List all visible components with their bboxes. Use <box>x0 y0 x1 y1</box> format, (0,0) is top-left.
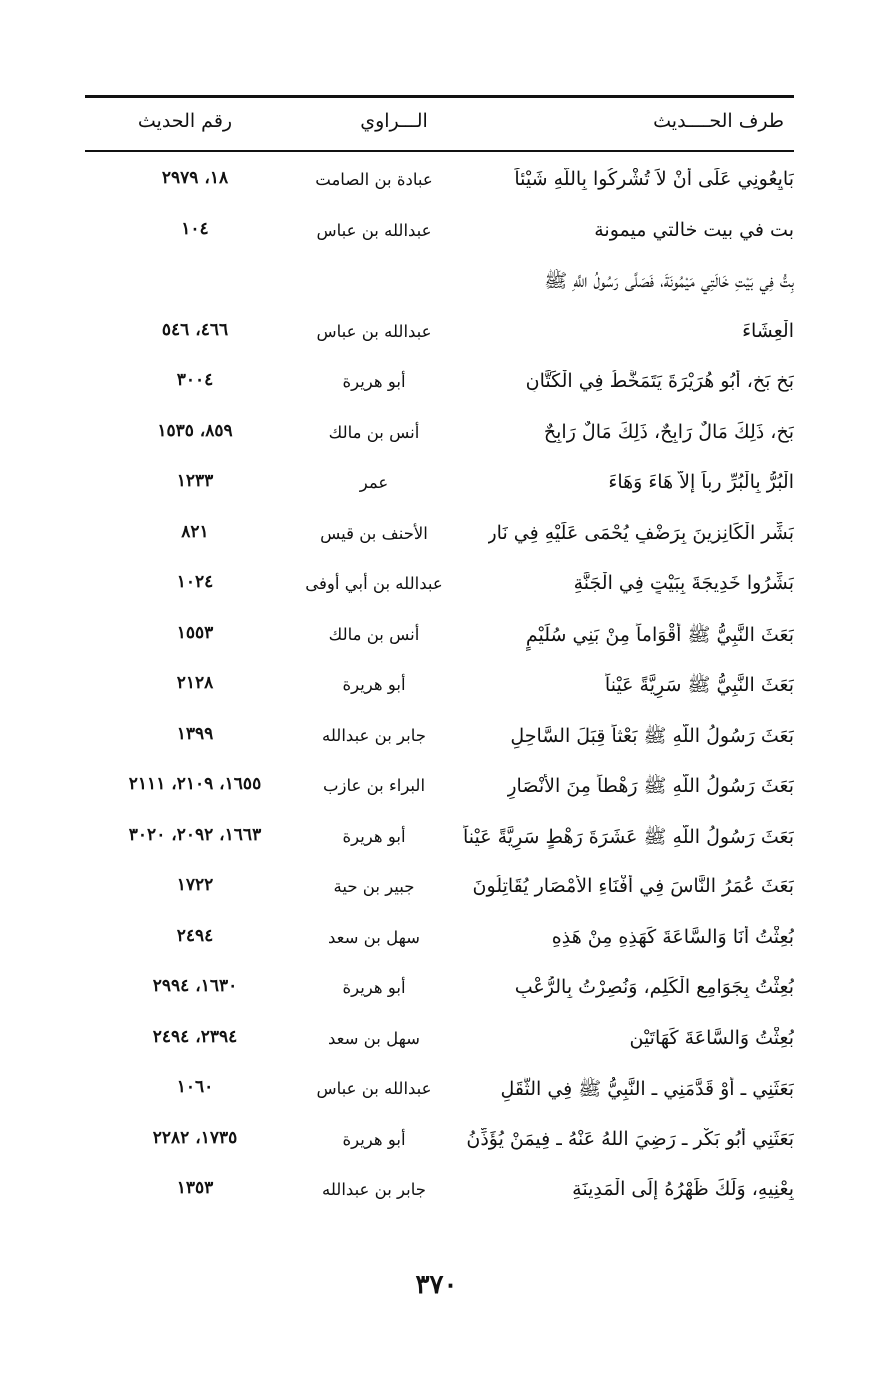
hadith-number: ١٥٥٣ <box>176 622 214 643</box>
table-row <box>85 1019 794 1070</box>
narrator: أبو هريرة <box>342 372 406 391</box>
table-row <box>85 665 794 716</box>
hadith-number: ٨٢١ <box>181 521 209 542</box>
table-row <box>85 463 794 514</box>
narrator: عبدالله بن عباس <box>316 220 432 240</box>
hadith-number: ٣٠٠٤ <box>176 370 214 390</box>
hadith-text: بَخٍ، ذَلِكَ مَالٌ رَابِحٌ، ذَلِكَ مَالٌ رَابِحٌ <box>543 420 794 443</box>
hadith-text: بَايِعُونِي عَلَى أَنْ لاَ تُشْرِكُوا بِاللَّهِ شَيْئاً <box>514 168 794 190</box>
table-row <box>85 918 794 969</box>
narrator: عبادة بن الصامت <box>315 170 433 189</box>
narrator: جبير بن حية <box>333 877 415 896</box>
hadith-number: ١٧٢٢ <box>176 875 214 895</box>
narrator: سهل بن سعد <box>327 927 420 947</box>
hadith-text: بُعِثْتُ بِجَوَامِعِ الْكَلِمِ، وَنُصِرْتُ بِالرُّعْبِ <box>514 976 794 998</box>
hadith-text: بُعِثْتُ أَنَا وَالسَّاعَةَ كَهَذِهِ مِنْ هَذِهِ <box>551 925 794 948</box>
narrator: الأحنف بن قيس <box>320 523 428 543</box>
narrator: أبو هريرة <box>342 1129 406 1149</box>
hadith-number: ١٣٩٩ <box>176 723 214 744</box>
hadith-text: بَعَثَ النَّبِيُّ ﷺ أَقْوَاماً مِنْ بَنِي سُلَيْمٍ <box>525 623 794 646</box>
hadith-text: بَعَثَنِي ـ أَوْ قَدَّمَنِي ـ النَّبِيُّ ﷺ فِي الثَّقَلِ <box>500 1078 794 1100</box>
hadith-text: بُعِثْتُ وَالسَّاعَةَ كَهَاتَيْنِ <box>629 1026 794 1049</box>
narrator: أبو هريرة <box>342 978 406 997</box>
hadith-number: ١٨، ٢٩٧٩ <box>161 168 229 188</box>
narrator: أنس بن مالك <box>328 422 420 442</box>
narrator: جابر بن عبدالله <box>322 1180 426 1199</box>
column-header-hadith-number: رقم الحديث <box>137 110 233 132</box>
narrator: عبدالله بن عباس <box>316 321 432 341</box>
hadith-number: ١٦٣٠، ٢٩٩٤ <box>152 976 238 996</box>
table-row <box>85 1120 794 1171</box>
table-row <box>85 716 794 767</box>
table-row <box>85 514 794 565</box>
hadith-text: بَشِّرِ الْكَانِزِينَ بِرَضْفٍ يُحْمَى عَلَيْهِ فِي نَارِ <box>487 521 794 544</box>
table-row <box>85 564 794 615</box>
table-row <box>85 261 794 312</box>
table-row <box>85 1170 794 1221</box>
narrator: أبو هريرة <box>342 826 406 846</box>
hadith-text: الْعِشَاءَ <box>742 319 794 342</box>
narrator: جابر بن عبدالله <box>322 725 426 745</box>
table-row <box>85 362 794 413</box>
hadith-number: ٢١٢٨ <box>176 673 214 693</box>
hadith-number: ٢٣٩٤، ٢٤٩٤ <box>152 1026 238 1047</box>
narrator: أنس بن مالك <box>328 624 420 644</box>
hadith-number: ١٦٦٣، ٢٠٩٢، ٣٠٢٠ <box>128 824 262 845</box>
hadith-number: ١٠٤ <box>181 218 209 239</box>
column-header-narrator: الـــراوي <box>360 110 428 132</box>
table-row <box>85 160 794 211</box>
table-row <box>85 615 794 666</box>
hadith-text: بِعْنِيهِ، وَلَكَ ظَهْرُهُ إِلَى الْمَدِينَةِ <box>572 1178 794 1200</box>
table-row <box>85 867 794 918</box>
hadith-number: ٨٥٩، ١٥٣٥ <box>157 420 233 441</box>
hadith-text: بت في بيت خالتي ميمونة <box>594 218 794 241</box>
hadith-number: ١٣٥٣ <box>176 1178 214 1198</box>
table-row <box>85 968 794 1019</box>
table-row <box>85 211 794 262</box>
hadith-text: بَشِّرُوا خَدِيجَةَ بِبَيْتٍ فِي الْجَنَّةِ <box>573 572 794 594</box>
hadith-number: ١٠٢٤ <box>176 572 214 592</box>
hadith-text: بِتُّ فِي بَيْتِ خَالَتِي مَيْمُونَةَ، فَصَلَّى رَسُولُ اللَّهِ ﷺ <box>544 270 794 292</box>
top-rule <box>85 95 794 98</box>
narrator: عبدالله بن عباس <box>316 1079 432 1098</box>
hadith-text: الْبُرُّ بِالْبُرِّ رِباً إِلاَّ هَاءَ وَهَاءَ <box>608 471 794 493</box>
table-row <box>85 766 794 817</box>
hadith-number: ٤٦٦، ٥٤٦ <box>161 319 229 340</box>
hadith-text: بَعَثَ رَسُولُ اللَّهِ ﷺ رَهْطاً مِنَ الأَنْصَارِ <box>507 775 794 797</box>
hadith-text: بَخٍ بَخٍ، أَبُو هُرَيْرَةَ يَتَمَخَّطُ فِي الْكَتَّانِ <box>525 370 794 392</box>
hadith-text: بَعَثَنِي أَبُو بَكْرٍ ـ رَضِيَ اللهُ عَنْهُ ـ فِيمَنْ يُؤَذِّنُ <box>466 1127 794 1150</box>
narrator: عمر <box>359 473 389 492</box>
hadith-index-table <box>85 160 794 1221</box>
hadith-text: بَعَثَ النَّبِيُّ ﷺ سَرِيَّةً عَيْناً <box>604 674 794 696</box>
table-header <box>85 110 794 146</box>
column-header-hadith-text: طرف الحــــديث <box>653 110 784 132</box>
hadith-number: ٢٤٩٤ <box>176 925 214 946</box>
narrator: عبدالله بن أبي أوفى <box>305 574 443 593</box>
page-number: ٣٧٠ <box>415 1270 458 1300</box>
table-row <box>85 817 794 868</box>
table-row <box>85 413 794 464</box>
table-row <box>85 1069 794 1120</box>
narrator: البراء بن عازب <box>322 776 426 795</box>
narrator: أبو هريرة <box>342 675 406 694</box>
header-rule <box>85 150 794 152</box>
table-row <box>85 312 794 363</box>
hadith-text: بَعَثَ رَسُولُ اللَّهِ ﷺ عَشَرَةَ رَهْطٍ سَرِيَّةً عَيْناً <box>462 825 794 848</box>
hadith-number: ١٧٣٥، ٢٢٨٢ <box>152 1127 238 1148</box>
hadith-number: ١٠٦٠ <box>176 1077 214 1097</box>
narrator: سهل بن سعد <box>327 1028 420 1048</box>
hadith-text: بَعَثَ عُمَرُ النَّاسَ فِي أَفْنَاءِ الأَمْصَارِ يُقَاتِلُونَ <box>472 875 794 897</box>
hadith-text: بَعَثَ رَسُولُ اللَّهِ ﷺ بَعْثاً قِبَلَ السَّاحِلِ <box>510 724 794 747</box>
hadith-number: ١٦٥٥، ٢١٠٩، ٢١١١ <box>128 774 262 794</box>
hadith-number: ١٢٣٣ <box>176 471 214 491</box>
